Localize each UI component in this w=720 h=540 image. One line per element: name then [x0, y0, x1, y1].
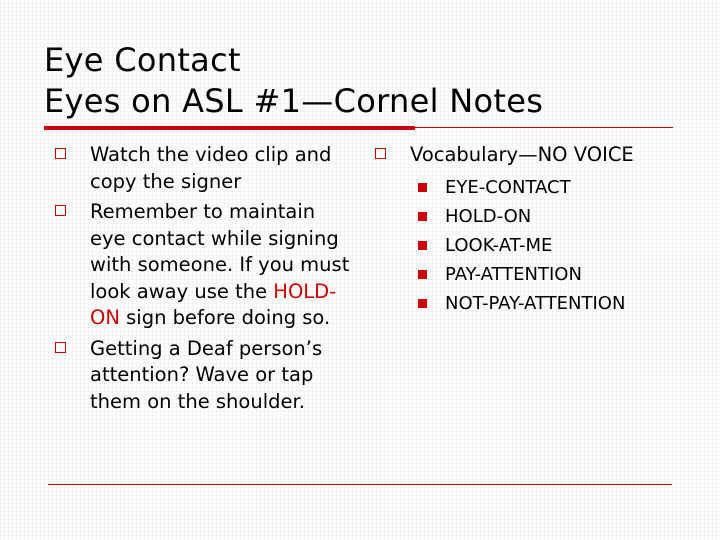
vocabulary-column — [375, 142, 695, 318]
vocabulary-item — [375, 289, 695, 318]
filled-square-bullet-icon — [418, 270, 427, 279]
hollow-square-bullet-icon — [55, 148, 66, 159]
vocabulary-item — [375, 260, 695, 289]
notes-column — [55, 142, 355, 415]
hollow-square-bullet-icon — [55, 342, 66, 353]
vocabulary-term: LOOK-AT-ME — [445, 234, 553, 256]
note-bullet — [55, 199, 355, 332]
note-text-before: Remember to maintain eye contact while signing with someone. If you must look away use the — [90, 200, 350, 303]
vocabulary-term: EYE-CONTACT — [445, 176, 571, 198]
slide-title-line-1: Eye Contact — [44, 41, 241, 79]
vocabulary-term: NOT-PAY-ATTENTION — [445, 292, 626, 314]
slide-title-line-2: Eyes on ASL #1—Cornel Notes — [44, 82, 544, 120]
note-text: Watch the video clip and copy the signer — [90, 143, 332, 193]
slide-title — [44, 40, 543, 122]
note-bullet — [55, 336, 355, 416]
filled-square-bullet-icon — [418, 212, 427, 221]
filled-square-bullet-icon — [418, 299, 427, 308]
vocabulary-item — [375, 173, 695, 202]
vocabulary-heading: Vocabulary—NO VOICE — [410, 143, 634, 166]
hollow-square-bullet-icon — [375, 148, 386, 159]
filled-square-bullet-icon — [418, 183, 427, 192]
vocabulary-term: PAY-ATTENTION — [445, 263, 582, 285]
note-text: Getting a Deaf person’s attention? Wave or tap them on the shoulder. — [90, 336, 323, 413]
footer-rule — [48, 484, 672, 485]
filled-square-bullet-icon — [418, 241, 427, 250]
note-highlight-term: HOLD-ON — [90, 279, 337, 329]
vocabulary-list — [375, 173, 695, 318]
title-underline-bar — [44, 126, 415, 130]
vocabulary-heading-bullet — [375, 142, 695, 169]
hollow-square-bullet-icon — [55, 205, 66, 216]
vocabulary-item — [375, 202, 695, 231]
note-text-after: sign before doing so. — [119, 306, 331, 329]
vocabulary-term: HOLD-ON — [445, 205, 532, 227]
title-underline-rule — [415, 127, 673, 128]
vocabulary-item — [375, 231, 695, 260]
note-bullet — [55, 142, 355, 195]
